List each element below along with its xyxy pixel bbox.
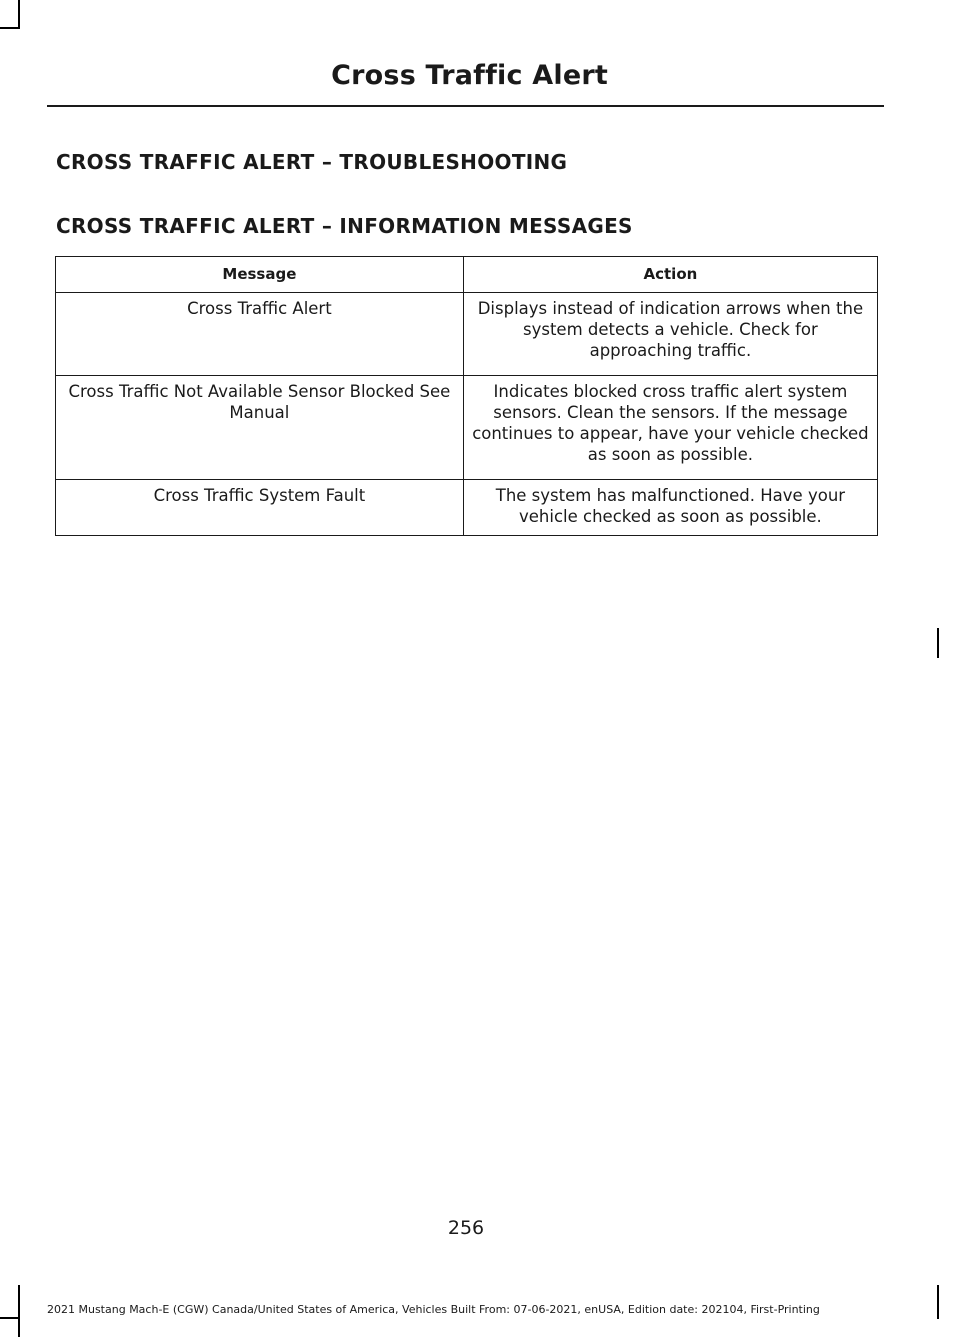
action-cell: The system has malfunctioned. Have your vehicle checked as soon as possible. [463, 480, 877, 536]
table-row [56, 480, 878, 536]
message-cell: Cross Traffic System Fault [56, 480, 464, 536]
crop-mark-right-top [937, 628, 939, 658]
page-header-title: Cross Traffic Alert [331, 60, 608, 91]
column-header-message: Message [56, 257, 464, 293]
header-rule [47, 105, 884, 107]
table-row [56, 376, 878, 480]
crop-mark-top-left-v [18, 0, 20, 28]
message-cell: Cross Traffic Alert [56, 293, 464, 376]
page-number: 256 [447, 1217, 485, 1239]
table-row [56, 293, 878, 376]
message-cell: Cross Traffic Not Available Sensor Blocked See Manual [56, 376, 464, 480]
crop-mark-bottom-left-h [0, 1317, 20, 1319]
action-cell: Indicates blocked cross traffic alert system sensors. Clean the sensors. If the message continues to appear, have your vehicle checked as soon as possible. [463, 376, 877, 480]
information-messages-table [55, 256, 878, 536]
table-header-row [56, 257, 878, 293]
crop-mark-top-left-h [0, 27, 20, 29]
crop-mark-right-bottom [937, 1285, 939, 1319]
column-header-action: Action [463, 257, 877, 293]
crop-mark-bottom-left-v [18, 1285, 20, 1337]
edition-footer: 2021 Mustang Mach-E (CGW) Canada/United States of America, Vehicles Built From: 07-06-2021, enUSA, Edition date: 202104, First-Printing [47, 1303, 820, 1316]
info-messages-heading: CROSS TRAFFIC ALERT – INFORMATION MESSAGES [56, 214, 633, 238]
action-cell: Displays instead of indication arrows when the system detects a vehicle. Check for approaching traffic. [463, 293, 877, 376]
troubleshooting-heading: CROSS TRAFFIC ALERT – TROUBLESHOOTING [56, 150, 568, 174]
